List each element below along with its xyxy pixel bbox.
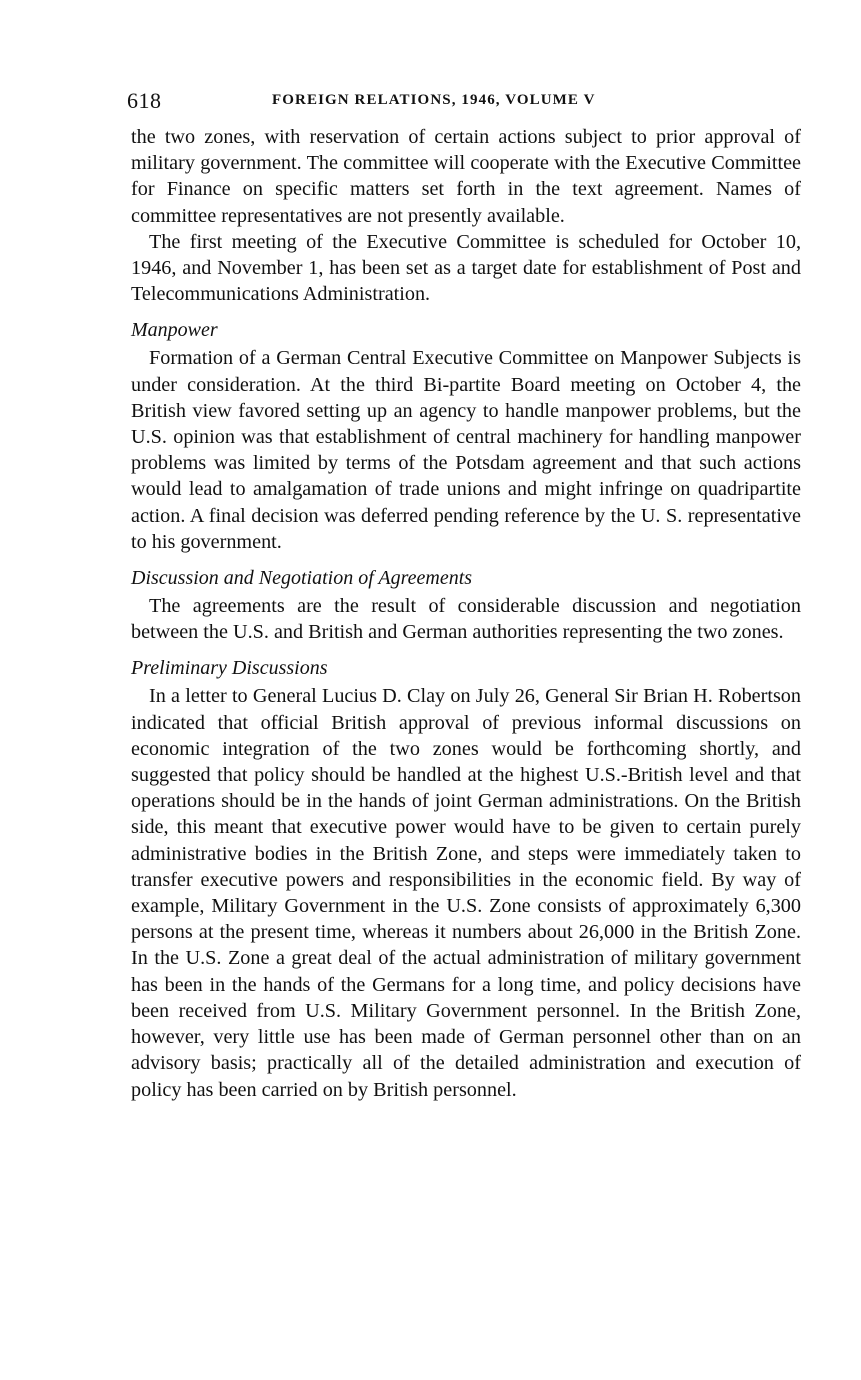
running-header — [127, 88, 801, 118]
section-heading-manpower: Manpower — [131, 319, 218, 342]
document-page — [127, 88, 801, 1103]
continued-paragraph: the two zones, with reservation of certain actions subject to prior approval of military government. The committee will cooperate with the Executive Committee for Finance on specific matters set forth in the text agreement. Names of committee representatives are not presently available. — [131, 126, 801, 227]
manpower-paragraph: Formation of a German Central Executive Committee on Manpower Subjects is under consideration. At the third Bi-partite Board meeting on October 4, the British view favored setting up an agency to handle manpower problems, but the U.S. opinion was that establishment of central machinery for handling manpower problems was limited by terms of the Potsdam agreement and that such actions would lead to amalgamation of trade unions and might infringe on quadripartite action. A final decision was deferred pending reference by the U. S. representative to his government. — [131, 347, 801, 553]
page-number: 618 — [127, 88, 162, 113]
discussion-paragraph: The agreements are the result of considerable discussion and negotiation between the U.S. and British and German authorities representing the two zones. — [131, 595, 801, 644]
running-header-title: FOREIGN RELATIONS, 1946, VOLUME V — [272, 92, 596, 108]
preliminary-paragraph: In a letter to General Lucius D. Clay on July 26, General Sir Brian H. Robertson indicated that official British approval of previous informal discussions on economic integration of the two zones would be forthcoming shortly, and suggested that policy should be handled at the highest U.S.-British level and that operations should be in the hands of joint German administrations. On the British side, this meant that executive power would have to be given to certain purely administrative bodies in the British Zone, and steps were immediately taken to transfer executive powers and responsibilities in the economic field. By way of example, Military Government in the U.S. Zone consists of approximately 6,300 persons at the present time, whereas it numbers about 26,000 in the British Zone. In the U.S. Zone a great deal of the actual administration of military government has been in the hands of the Germans for a long time, and policy decisions have been received from U.S. Military Government personnel. In the British Zone, however, very little use has been made of German personnel other than on an advisory basis; practically all of the detailed administration and execution of policy has been carried on by British personnel. — [131, 685, 801, 1101]
section-heading-preliminary: Preliminary Discussions — [131, 657, 328, 680]
section-heading-discussion: Discussion and Negotiation of Agreements — [131, 567, 473, 590]
executive-committee-paragraph: The first meeting of the Executive Committee is scheduled for October 10, 1946, and November 1, has been set as a target date for establishment of Post and Telecommunications Administration. — [131, 230, 801, 306]
